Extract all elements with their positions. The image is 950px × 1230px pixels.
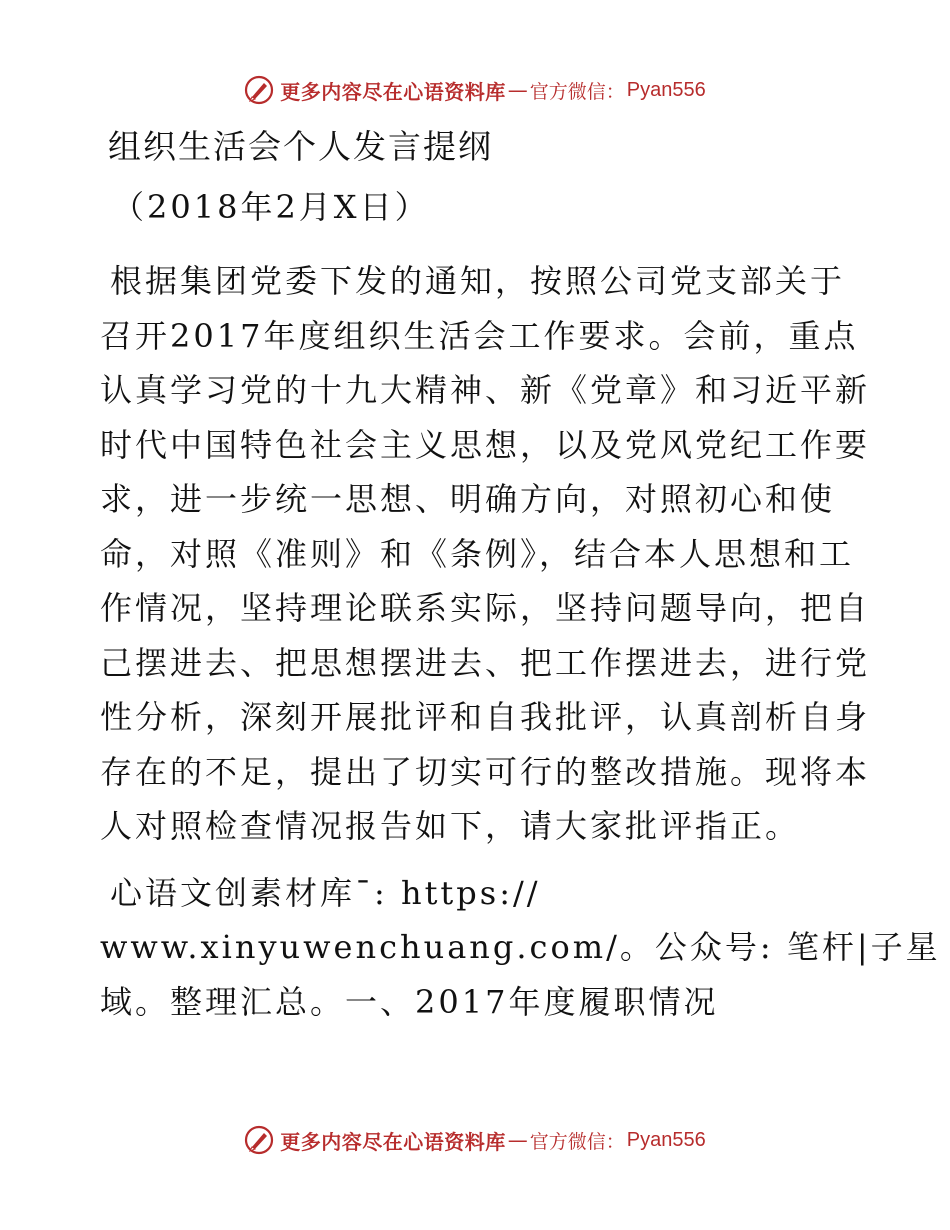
- paragraph-source: [100, 866, 941, 1030]
- paragraph-line: 时代中国特色社会主义思想，以及党风党纪工作要: [100, 425, 871, 464]
- paragraph-line: 召开2017年度组织生活会工作要求。会前，重点: [100, 316, 859, 355]
- watermark-banner-top: [0, 70, 950, 110]
- pen-logo-icon: [244, 1125, 274, 1155]
- watermark-separator: —: [507, 78, 528, 102]
- watermark-label: 官方微信：: [529, 1130, 625, 1153]
- watermark-label: 官方微信：: [529, 80, 625, 103]
- paragraph-line: 域。整理汇总。一、2017年度履职情况: [100, 982, 719, 1021]
- pen-logo-icon: [244, 75, 274, 105]
- paragraph-line: 心语文创素材库¯: https://: [110, 873, 541, 912]
- watermark-id: Pyan556: [626, 1128, 706, 1151]
- document-body: [100, 118, 941, 1029]
- paragraph-line: 命，对照《准则》和《条例》，结合本人思想和工: [100, 534, 855, 573]
- paragraph-line: 根据集团党委下发的通知，按照公司党支部关于: [110, 262, 846, 300]
- paragraph-line: 求，进一步统一思想、明确方向，对照初心和使: [100, 480, 836, 518]
- document-date: （2018年2月X日）: [112, 188, 430, 226]
- watermark-separator: —: [507, 1128, 528, 1152]
- paragraph-line: 人对照检查情况报告如下，请大家批评指正。: [100, 807, 801, 845]
- document-title: 组织生活会个人发言提纲: [108, 127, 493, 166]
- paragraph-line: www.xinyuwenchuang.com/。公众号: 笔杆|子星: [100, 928, 941, 966]
- paragraph-line: 己摆进去、把思想摆进去、把工作摆进去，进行党: [100, 643, 871, 682]
- paragraph-line: 存在的不足，提出了切实可行的整改措施。现将本: [100, 752, 871, 791]
- watermark-id: Pyan556: [626, 78, 706, 101]
- paragraph-intro: [100, 254, 871, 854]
- watermark-text: 更多内容尽在心语资料库: [280, 79, 506, 104]
- paragraph-line: 作情况，坚持理论联系实际，坚持问题导向，把自: [100, 589, 871, 627]
- watermark-banner-bottom: [0, 1120, 950, 1160]
- paragraph-line: 性分析，深刻开展批评和自我批评，认真剖析自身: [100, 698, 871, 736]
- paragraph-line: 认真学习党的十九大精神、新《党章》和习近平新: [100, 371, 871, 409]
- watermark-text: 更多内容尽在心语资料库: [280, 1129, 506, 1154]
